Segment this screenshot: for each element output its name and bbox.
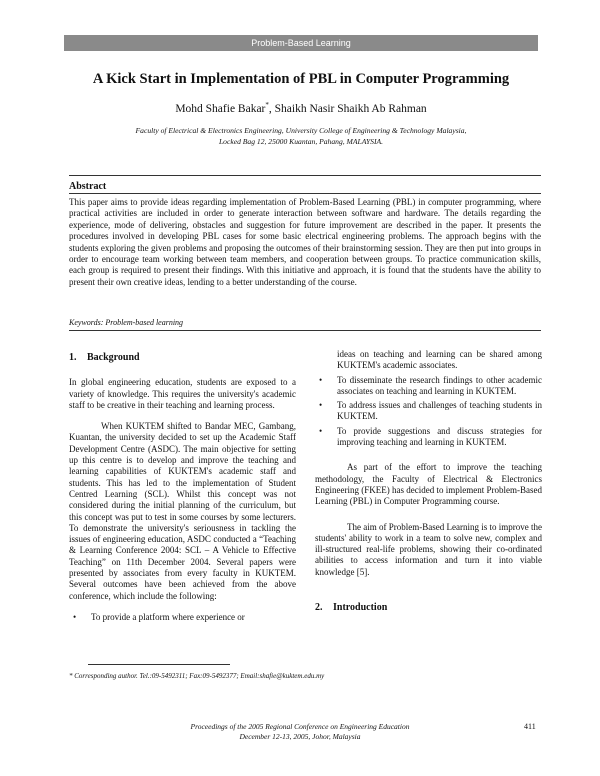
paper-title: A Kick Start in Implementation of PBL in Computer Programming: [92, 71, 510, 87]
footnote: * Corresponding author. Tel.:09-5492311; Fax:09-5492377; Email:shafie@kuktem.edu.my: [69, 672, 325, 680]
corresponding-author-mark: *: [265, 101, 269, 109]
list-item: • To provide a platform where experience or: [69, 612, 296, 623]
section-2-heading: [315, 602, 542, 613]
section-2-number: 2.: [315, 602, 323, 614]
author-2: , Shaikh Nasir Shaikh Ab Rahman: [268, 102, 427, 115]
running-header: Problem-Based Learning: [64, 35, 538, 51]
list-item-continued: ideas on teaching and learning can be shared among KUKTEM's academic associates.: [337, 349, 542, 371]
author-1: Mohd Shafie Bakar: [175, 102, 266, 115]
proceedings-line-2: December 12-13, 2005, Johor, Malaysia: [239, 732, 361, 741]
background-paragraph-4: The aim of Problem-Based Learning is to improve the students' ability to work in a team to solve new, complex and ill-structured real-life problems, showing their co-ordinated abilities to access information and turn it into viable knowledge [5].: [315, 521, 542, 577]
list-item: • To address issues and challenges of teaching students in KUKTEM.: [315, 400, 542, 423]
page-number: 411: [524, 722, 536, 731]
keywords-rule: [69, 330, 541, 331]
footnote-rule: [88, 664, 230, 665]
proceedings-footer: [160, 722, 440, 742]
list-item: • To disseminate the research findings to other academic associates on teaching and learning in KUKTEM.: [315, 375, 542, 398]
section-1-title: Background: [87, 352, 140, 363]
abstract-heading-rule: [69, 193, 541, 194]
affiliation-line-1: Faculty of Electrical & Electronics Engineering, University College of Engineering & Technology Malaysia,: [135, 126, 467, 135]
section-2-title: Introduction: [333, 602, 388, 614]
affiliation: [110, 126, 492, 147]
outcomes-list-part-1: [69, 612, 296, 623]
list-item: • To provide suggestions and discuss strategies for improving teaching and learning in KUKTEM.: [315, 426, 542, 449]
background-paragraph-1: In global engineering education, students are exposed to a variety of knowledge. This requires the university's academic staff to be creative in their teaching and learning process.: [69, 377, 296, 410]
abstract-heading: Abstract: [69, 181, 107, 192]
abstract-text: This paper aims to provide ideas regarding implementation of Problem-Based Learning (PBL) in computer programming, where practical activities are included in order to generate interaction between software and hardware. The details regarding the experience, mode of delivering, obstacles and suggestion for future improvement are described in the paper. It presents the procedures involved in developing PBL cases for some basic electrical engineering problems. The approach begins with the students exploring the given problems and proposing the outcomes of their brainstorming session. They are then put into groups in order to encourage team working between team members, and cooperation between groups. To practice communication skills, each group is required to present their findings. With this initiative and approach, it is found that the students have the ability to present their own creative ideas, lending to a better understanding of the course.: [69, 197, 541, 287]
section-1-heading: [69, 352, 296, 363]
author-line: [60, 98, 542, 116]
background-paragraph-3: As part of the effort to improve the teaching methodology, the Faculty of Electrical & Electronics Engineering (FKEE) has decided to implement Problem-Based Learning (PBL) in Computer Programming course.: [315, 462, 542, 507]
keywords: Keywords: Problem-based learning: [69, 318, 184, 327]
abstract-top-rule: [69, 175, 541, 176]
background-paragraph-2: When KUKTEM shifted to Bandar MEC, Gambang, Kuantan, the university decided to set up the Academic Staff Development Centre (ASDC). The main objective for setting up this centre is to develop and improve the teaching and learning capabilities of KUKTEM's academic staff and students. This has led to the implementation of Student Centred Learning (SCL). Whilst this concept was not considered during the initial planning of the curriculum, but this concept was put to test in some courses by some lecturers. To demonstrate the university's seriousness in tackling the issues of engineering education, ASDC conducted a “Teaching & Learning Conference 2004: SCL – A Vehicle to Effective Teaching” on 11th December 2004. Several papers were presented by associates from every faculty in KUKTEM. Several outcomes have been achieved from the above conference, which include the following:: [69, 421, 296, 601]
right-column: [315, 349, 542, 627]
proceedings-line-1: Proceedings of the 2005 Regional Conference on Engineering Education: [190, 722, 410, 731]
left-column: [69, 352, 296, 626]
outcomes-list-part-2: [315, 349, 542, 448]
affiliation-line-2: Locked Bag 12, 25000 Kuantan, Pahang, MALAYSIA.: [218, 136, 384, 146]
section-1-number: 1.: [69, 352, 77, 363]
